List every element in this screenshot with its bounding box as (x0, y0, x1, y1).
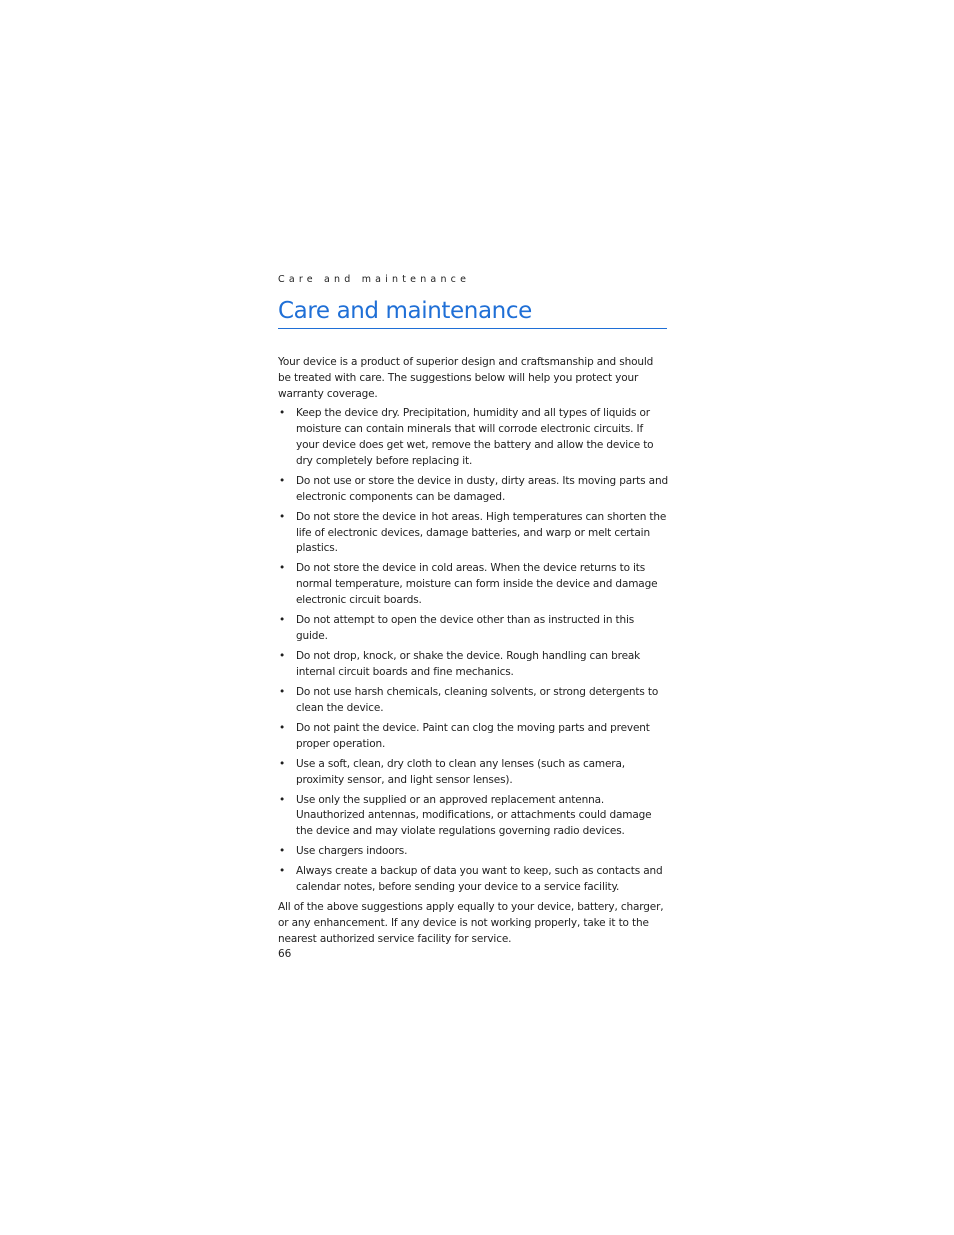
bullet-icon: • (279, 865, 286, 878)
list-item (278, 793, 668, 840)
list-item (278, 613, 668, 645)
bullet-icon: • (279, 757, 286, 770)
bullet-icon: • (279, 685, 286, 698)
bullet-icon: • (279, 793, 286, 806)
list-item (278, 474, 668, 506)
intro-paragraph: Your device is a product of superior design and craftsmanship and should be treated with care. The suggestions below will help you protect your warranty coverage. (278, 356, 654, 400)
list-item-text: Do not attempt to open the device other than as instructed in this guide. (296, 614, 635, 642)
list-item-text: Use chargers indoors. (296, 845, 408, 858)
list-item (278, 649, 668, 681)
page-title: Care and maintenance (278, 296, 667, 329)
list-item-text: Always create a backup of data you want to keep, such as contacts and calendar notes, before sending your device to a service facility. (296, 865, 663, 894)
list-item-text: Do not drop, knock, or shake the device. Rough handling can break internal circuit boards and fine mechanics. (296, 650, 641, 678)
bullet-icon: • (279, 845, 286, 858)
list-item-text: Do not use harsh chemicals, cleaning solvents, or strong detergents to clean the device. (296, 685, 659, 714)
bullet-icon: • (279, 614, 286, 627)
body-content (278, 355, 668, 948)
bullet-icon: • (279, 474, 286, 487)
bullet-icon: • (279, 510, 286, 523)
list-item-text: Do not store the device in cold areas. When the device returns to its normal temperature, moisture can form inside the device and damage electronic circuit boards. (296, 562, 658, 607)
list-item-text: Use only the supplied or an approved replacement antenna. Unauthorized antennas, modifications, or attachments could damage the device and may violate regulations governing radio devices. (296, 793, 652, 838)
list-item (278, 864, 668, 896)
list-item (278, 561, 668, 608)
bullet-icon: • (279, 650, 286, 663)
list-item (278, 685, 668, 717)
page-number: 66 (278, 948, 292, 960)
list-item (278, 757, 668, 789)
bullet-icon: • (279, 721, 286, 734)
document-page (278, 0, 668, 1235)
list-item-text: Use a soft, clean, dry cloth to clean any lenses (such as camera, proximity sensor, and light sensor lenses). (296, 757, 625, 786)
list-item-text: Do not paint the device. Paint can clog the moving parts and prevent proper operation. (296, 721, 650, 750)
bullet-icon: • (279, 407, 286, 420)
list-item-text: Do not store the device in hot areas. High temperatures can shorten the life of electronic devices, damage batteries, and warp or melt certain plastics. (296, 510, 667, 555)
list-item (278, 406, 668, 469)
list-item (278, 844, 668, 860)
closing-paragraph: All of the above suggestions apply equally to your device, battery, charger, or any enhancement. If any device is not working properly, take it to the nearest authorized service facility for service. (278, 901, 664, 945)
list-item-text: Keep the device dry. Precipitation, humidity and all types of liquids or moisture can contain minerals that will corrode electronic circuits. If your device does get wet, remove the battery and allow the device to dry completely before replacing it. (296, 407, 654, 467)
list-item (278, 510, 668, 557)
care-instructions-list (278, 406, 668, 896)
list-item (278, 721, 668, 753)
running-header: Care and maintenance (278, 274, 471, 285)
bullet-icon: • (279, 562, 286, 575)
list-item-text: Do not use or store the device in dusty, dirty areas. Its moving parts and electronic components can be damaged. (296, 474, 668, 503)
